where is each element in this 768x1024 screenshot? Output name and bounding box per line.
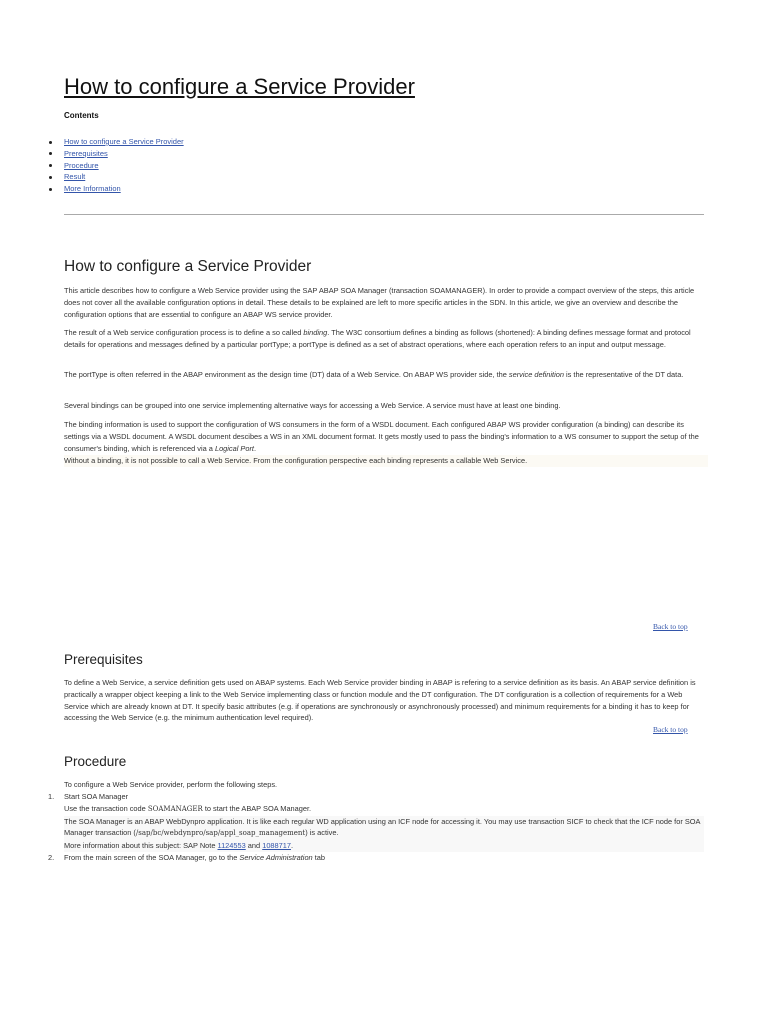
procedure-step-1 [48, 791, 704, 852]
back-to-top-link[interactable]: Back to top [653, 725, 688, 734]
text-span: The SOA Manager is an ABAP WebDynpro application. It is like each regular WD application using an ICF node for accessing it. You may use transaction SICF to check that the ICF node for SOA Manager transaction ( [64, 816, 701, 838]
intro-paragraph-3 [64, 369, 708, 381]
text-span: . The W3C consortium defines a binding as follows (shortened): A binding defines message format and protocol details for operations and messages defined by a particular portType; a portType is defined as a set of abstract operations, where each operation refers to an input and output message. [64, 328, 691, 349]
horizontal-divider [64, 214, 704, 215]
intro-paragraph-2 [64, 327, 708, 351]
section-heading-procedure: Procedure [64, 754, 127, 769]
text-span: ) is active. [305, 828, 339, 838]
intro-paragraph-4: Several bindings can be grouped into one service implementing alternative ways for accessing a Web Service. A service must have at least one binding. [64, 401, 561, 410]
step-number: 2. [48, 852, 55, 862]
page-title: How to configure a Service Provider [64, 74, 415, 99]
procedure-steps [48, 791, 704, 864]
procedure-intro: To configure a Web Service provider, perform the following steps. [64, 780, 278, 789]
toc-link-procedure[interactable]: Procedure [64, 160, 99, 170]
transaction-code: SOAMANAGER [147, 804, 203, 813]
section-heading-prerequisites: Prerequisites [64, 652, 143, 667]
text-span: The binding information is used to support the configuration of WS consumers in the form of a WSDL document. Each configured ABAP WS provider configuration (a binding) can describe its settings via a WSDL document. A WSDL document descibes a WS in an XML document format. It gets mostly used to pass the binding's information to a WS consumer to support the setup of the consumer's binding, which is referenced via a [64, 420, 699, 453]
text-span: to start the ABAP SOA Manager. [202, 803, 312, 813]
intro-paragraph-5 [64, 419, 708, 454]
toc-link-more-information[interactable]: More Information [64, 184, 121, 194]
toc-item [64, 171, 184, 183]
prerequisites-paragraph: To define a Web Service, a service definition gets used on ABAP systems. Each Web Service provider binding in ABAP is refering to a service definition as its basis. An ABAP service definition is practically a wrapper object keeping a link to the Web Service implementing class or function module and the DT configuration. The DT configuration is a collection of requirements for a Web Service which are already known at DT. It specify basic attributes (e.g. if operations are synchronously or asynchronously processed) and minimum requirements for a binding it has to keep for accessing the Web Service (e.g. the minimum authentication level required). [64, 678, 696, 723]
toc-link-result[interactable]: Result [64, 172, 86, 182]
text-span: is the representative of the DT data. [563, 370, 684, 379]
text-span: tab [312, 852, 325, 862]
text-span: . [253, 443, 257, 453]
step-line [64, 803, 704, 816]
toc-item [64, 148, 184, 160]
text-span: Use the transaction code [64, 803, 148, 813]
step-title: Start SOA Manager [64, 792, 129, 801]
emphasis-service-definition: service definition [508, 370, 564, 379]
emphasis-logical-port: Logical Port [214, 443, 254, 453]
intro-paragraph-1: This article describes how to configure a Web Service provider using the SAP ABAP SOA Manager (transaction SOAMANAGER). In order to provide a compact overview of the steps, this article does not cover all the available configuration options in detail. These details to be explained are left to more specific articles in the SDN. In this article, we give an overview and describe the configuration options that are essential to configure an ABAP WS service provider. [64, 286, 695, 319]
emphasis-binding: binding [303, 328, 328, 337]
text-span: and [245, 841, 263, 851]
section-heading-intro: How to configure a Service Provider [64, 258, 312, 275]
step-line [64, 840, 704, 852]
step-line [64, 852, 704, 864]
text-span: More information about this subject: SAP Note [64, 841, 218, 851]
toc-item [64, 160, 184, 172]
text-span: . [290, 841, 294, 851]
icf-node-path: /sap/bc/webdynpro/sap/appl_soap_management [135, 829, 306, 838]
toc-link-how-to[interactable]: How to configure a Service Provider [64, 137, 184, 146]
toc-link-prerequisites[interactable]: Prerequisites [64, 148, 108, 158]
toc-item [64, 136, 184, 148]
back-to-top-link[interactable]: Back to top [653, 622, 688, 631]
emphasis-service-administration: Service Administration [239, 852, 313, 862]
toc-item [64, 183, 184, 195]
text-span: From the main screen of the SOA Manager, go to the [64, 852, 240, 862]
contents-label: Contents [64, 111, 99, 120]
procedure-step-2 [48, 852, 704, 864]
text-span: The result of a Web service configuration process is to define a so called [64, 328, 304, 337]
step-line [64, 816, 704, 841]
text-span: The portType is often referred in the ABAP environment as the design time (DT) data of a Web Service. On ABAP WS provider side, the [64, 370, 509, 379]
intro-paragraph-6: Without a binding, it is not possible to call a Web Service. From the configuration perspective each binding represents a callable Web Service. [64, 455, 708, 467]
step-number: 1. [48, 792, 55, 801]
sap-note-link[interactable]: 1088717 [262, 841, 291, 851]
sap-note-link[interactable]: 1124553 [217, 841, 246, 851]
table-of-contents [64, 136, 184, 195]
